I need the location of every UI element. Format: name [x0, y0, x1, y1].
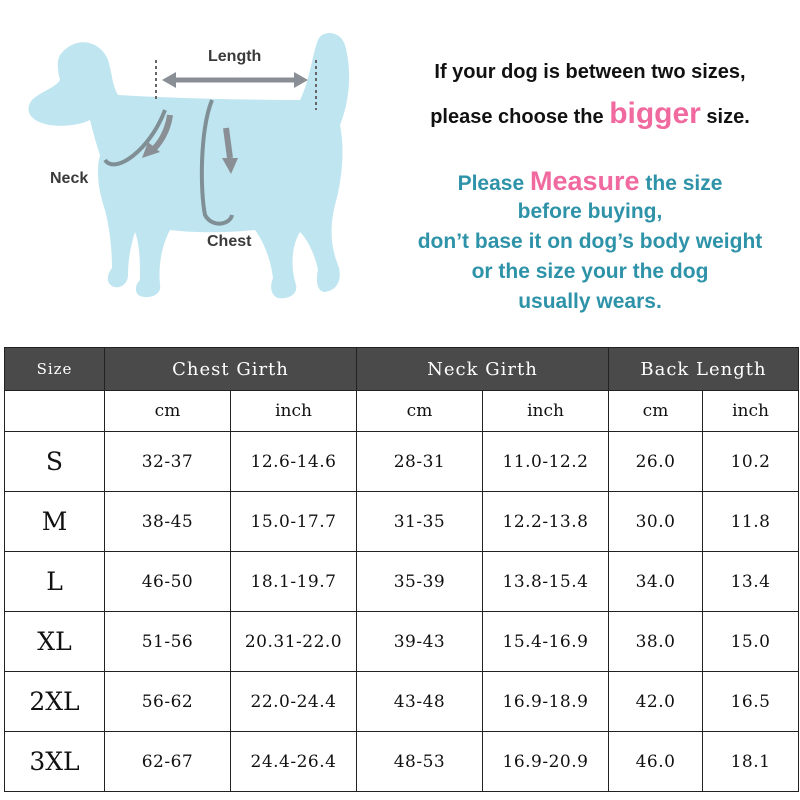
choose-bigger-text-start: please choose the [430, 106, 610, 128]
table-row [5, 732, 799, 792]
table-row [5, 432, 799, 492]
measure-emphasis: Measure [529, 166, 640, 196]
table-row [5, 552, 799, 612]
measure-note-line-2: before buying, [517, 200, 663, 223]
neck-cm-cell: 48-53 [357, 732, 483, 792]
chest-cm-cell: 46-50 [105, 552, 231, 612]
back-cm-cell: 26.0 [609, 432, 703, 492]
chest-cm-cell: 51-56 [105, 612, 231, 672]
neck-girth-header: Neck Girth [357, 348, 609, 391]
chest-inch-cell: 22.0-24.4 [231, 672, 357, 732]
measure-text-start: Please [457, 172, 530, 195]
back-cm-cell: 34.0 [609, 552, 703, 612]
chest-inch-header: inch [231, 391, 357, 432]
chest-girth-header: Chest Girth [105, 348, 357, 391]
chest-cm-cell: 38-45 [105, 492, 231, 552]
back-inch-cell: 16.5 [703, 672, 799, 732]
size-cell: L [5, 552, 105, 612]
table-header-row [5, 348, 799, 391]
back-inch-cell: 13.4 [703, 552, 799, 612]
table-row [5, 492, 799, 552]
back-cm-header: cm [609, 391, 703, 432]
back-inch-cell: 15.0 [703, 612, 799, 672]
chest-cm-header: cm [105, 391, 231, 432]
size-header: Size [5, 348, 105, 391]
length-label: Length [208, 48, 262, 65]
chest-cm-cell: 56-62 [105, 672, 231, 732]
chest-label: Chest [207, 233, 252, 250]
neck-cm-header: cm [357, 391, 483, 432]
chest-cm-cell: 32-37 [105, 432, 231, 492]
back-cm-cell: 38.0 [609, 612, 703, 672]
bigger-emphasis: bigger [609, 97, 701, 130]
neck-inch-cell: 16.9-18.9 [483, 672, 609, 732]
neck-inch-cell: 12.2-13.8 [483, 492, 609, 552]
neck-cm-cell: 31-35 [357, 492, 483, 552]
back-inch-header: inch [703, 391, 799, 432]
chest-cm-cell: 62-67 [105, 732, 231, 792]
measure-note-line-1 [380, 166, 800, 197]
chest-inch-cell: 12.6-14.6 [231, 432, 357, 492]
measurement-guide [0, 0, 800, 345]
back-length-header: Back Length [609, 348, 799, 391]
table-row [5, 672, 799, 732]
choose-bigger-note [380, 97, 800, 131]
size-cell: 3XL [5, 732, 105, 792]
chest-inch-cell: 15.0-17.7 [231, 492, 357, 552]
measure-note-line-4: or the size your the dog [471, 260, 709, 283]
neck-cm-cell: 39-43 [357, 612, 483, 672]
back-inch-cell: 10.2 [703, 432, 799, 492]
measure-text-end: the size [639, 172, 723, 195]
choose-bigger-text-end: size. [700, 106, 750, 128]
chest-inch-cell: 18.1-19.7 [231, 552, 357, 612]
measure-note-line-5: usually wears. [518, 290, 662, 313]
size-cell: S [5, 432, 105, 492]
back-cm-cell: 30.0 [609, 492, 703, 552]
neck-cm-cell: 43-48 [357, 672, 483, 732]
length-arrowhead-left [162, 72, 176, 88]
neck-inch-cell: 13.8-15.4 [483, 552, 609, 612]
neck-inch-cell: 15.4-16.9 [483, 612, 609, 672]
size-chart-table [4, 347, 799, 792]
neck-inch-cell: 11.0-12.2 [483, 432, 609, 492]
back-cm-cell: 42.0 [609, 672, 703, 732]
unit-blank-cell [5, 391, 105, 432]
neck-label: Neck [50, 170, 89, 187]
back-inch-cell: 18.1 [703, 732, 799, 792]
dog-silhouette [28, 33, 349, 298]
neck-cm-cell: 28-31 [357, 432, 483, 492]
size-cell: 2XL [5, 672, 105, 732]
between-sizes-note: If your dog is between two sizes, [434, 61, 746, 83]
size-cell: XL [5, 612, 105, 672]
table-row [5, 612, 799, 672]
chest-inch-cell: 20.31-22.0 [231, 612, 357, 672]
back-cm-cell: 46.0 [609, 732, 703, 792]
neck-cm-cell: 35-39 [357, 552, 483, 612]
measure-note-line-3: don’t base it on dog’s body weight [417, 230, 763, 253]
unit-header-row [5, 391, 799, 432]
neck-inch-header: inch [483, 391, 609, 432]
neck-inch-cell: 16.9-20.9 [483, 732, 609, 792]
size-cell: M [5, 492, 105, 552]
chest-arrow [226, 128, 230, 158]
back-inch-cell: 11.8 [703, 492, 799, 552]
chest-inch-cell: 24.4-26.4 [231, 732, 357, 792]
